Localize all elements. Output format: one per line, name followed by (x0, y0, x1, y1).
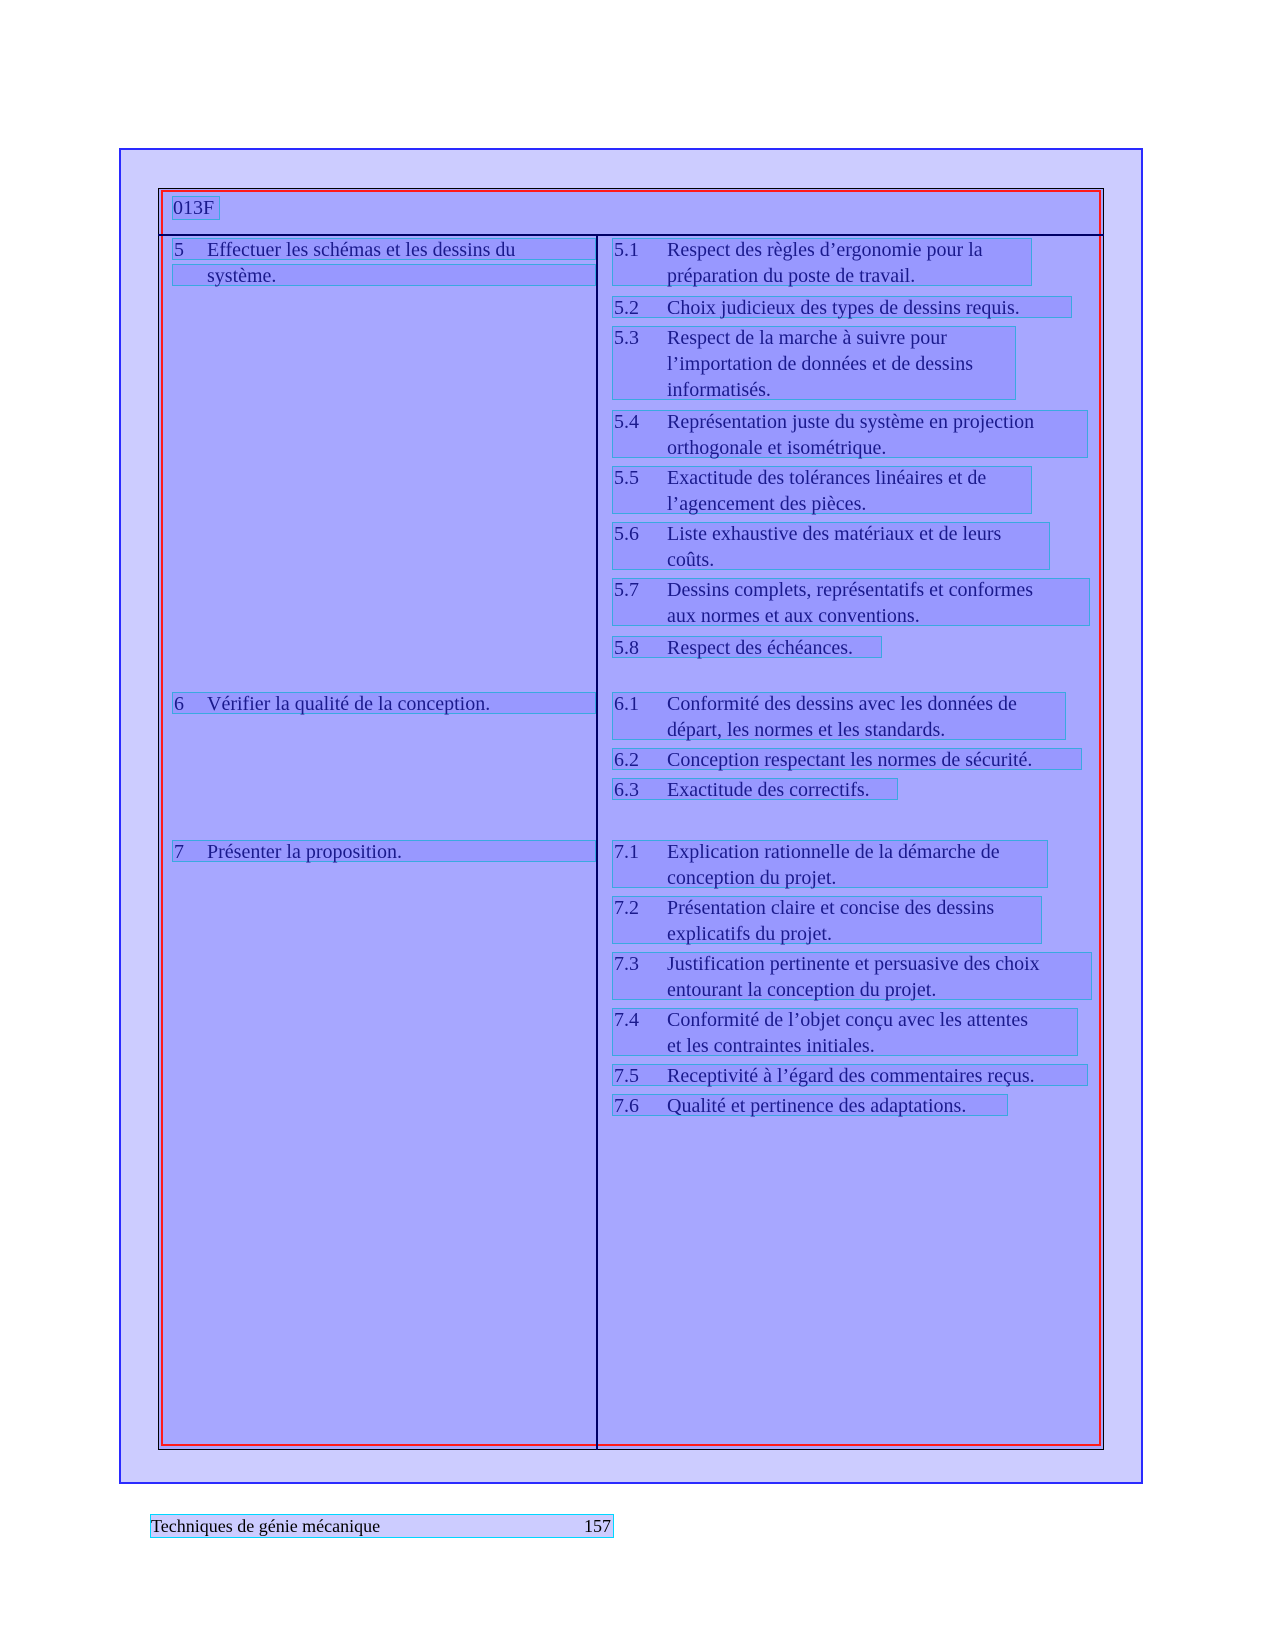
criterion (612, 238, 1032, 286)
criterion (612, 578, 1090, 626)
criterion-line: Exactitude des tolérances linéaires et de (667, 467, 987, 489)
criterion-number: 5.3 (614, 327, 639, 349)
criterion (612, 778, 898, 800)
criterion-number: 5.1 (614, 239, 639, 261)
criterion-line: l’agencement des pièces. (667, 493, 867, 515)
page-footer (150, 1514, 614, 1538)
criterion-line: et les contraintes initiales. (667, 1035, 875, 1057)
criterion-line: entourant la conception du projet. (667, 979, 937, 1001)
criterion (612, 896, 1042, 944)
element-number: 5 (174, 239, 184, 261)
criterion-line: Exactitude des correctifs. (667, 779, 870, 801)
criterion-number: 6.2 (614, 749, 639, 771)
criterion-line: Receptivité à l’égard des commentaires reçus. (667, 1065, 1035, 1087)
element-text: système. (207, 265, 277, 287)
criterion-line: Justification pertinente et persuasive des choix (667, 953, 1040, 975)
element-text: Vérifier la qualité de la conception. (207, 693, 491, 715)
criterion-line: explicatifs du projet. (667, 923, 832, 945)
element-row (172, 840, 596, 862)
criterion (612, 692, 1066, 740)
footer-title: Techniques de génie mécanique (151, 1516, 381, 1536)
criterion-line: orthogonale et isométrique. (667, 437, 887, 459)
criterion-line: l’importation de données et de dessins (667, 353, 974, 375)
criterion-number: 7.3 (614, 953, 639, 975)
criterion (612, 466, 1032, 514)
criterion-line: Représentation juste du système en projection (667, 411, 1035, 433)
criterion-line: Présentation claire et concise des dessins (667, 897, 995, 919)
column-separator (596, 234, 598, 1450)
criterion-line: coûts. (667, 549, 715, 571)
criterion-number: 7.2 (614, 897, 639, 919)
criterion (612, 296, 1072, 318)
criterion-line: Respect de la marche à suivre pour (667, 327, 947, 349)
element-row (172, 692, 596, 714)
criterion (612, 410, 1088, 458)
criterion-line: préparation du poste de travail. (667, 265, 916, 287)
element-text: Effectuer les schémas et les dessins du (207, 239, 516, 261)
criterion-number: 5.4 (614, 411, 639, 433)
criterion-number: 7.1 (614, 841, 639, 863)
criterion-number: 6.1 (614, 693, 639, 715)
header-separator (158, 234, 1104, 236)
element-number: 7 (174, 841, 184, 863)
criterion (612, 1094, 1008, 1116)
criterion (612, 952, 1092, 1000)
criterion (612, 636, 882, 658)
criterion-line: Explication rationnelle de la démarche de (667, 841, 1000, 863)
criterion-line: Conformité des dessins avec les données de (667, 693, 1017, 715)
criterion-line: départ, les normes et les standards. (667, 719, 946, 741)
criterion-line: Liste exhaustive des matériaux et de leurs (667, 523, 1002, 545)
criterion-line: Conception respectant les normes de sécurité. (667, 749, 1033, 771)
criterion-number: 6.3 (614, 779, 639, 801)
criterion-line: informatisés. (667, 379, 771, 401)
criterion (612, 1008, 1078, 1056)
criterion (612, 326, 1016, 400)
criterion-number: 5.2 (614, 297, 639, 319)
page-number: 157 (584, 1516, 611, 1536)
criterion-line: Qualité et pertinence des adaptations. (667, 1095, 967, 1117)
competency-code: 013F (172, 196, 220, 220)
criterion-line: Respect des échéances. (667, 637, 854, 659)
criterion (612, 748, 1082, 770)
criterion-number: 5.6 (614, 523, 639, 545)
criterion-number: 5.8 (614, 637, 639, 659)
criterion (612, 840, 1048, 888)
criterion (612, 1064, 1088, 1086)
criterion-line: Choix judicieux des types de dessins requis. (667, 297, 1020, 319)
criterion (612, 522, 1050, 570)
criterion-number: 7.4 (614, 1009, 639, 1031)
criterion-line: Respect des règles d’ergonomie pour la (667, 239, 983, 261)
element-row-continuation (172, 264, 596, 286)
criterion-number: 5.7 (614, 579, 639, 601)
element-number: 6 (174, 693, 184, 715)
criterion-line: conception du projet. (667, 867, 837, 889)
criterion-line: Conformité de l’objet conçu avec les attentes (667, 1009, 1028, 1031)
criterion-number: 5.5 (614, 467, 639, 489)
criterion-number: 7.6 (614, 1095, 639, 1117)
element-text: Présenter la proposition. (207, 841, 402, 863)
criterion-line: Dessins complets, représentatifs et conformes (667, 579, 1034, 601)
element-row (172, 238, 596, 260)
criterion-number: 7.5 (614, 1065, 639, 1087)
criterion-line: aux normes et aux conventions. (667, 605, 920, 627)
